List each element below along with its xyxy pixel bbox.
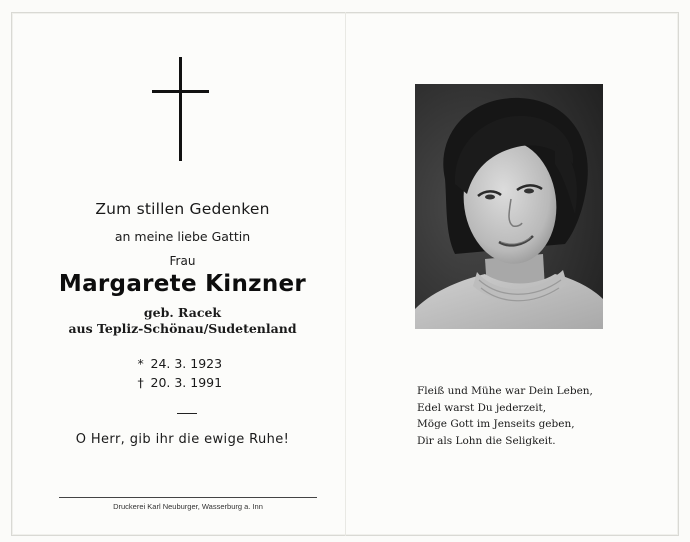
origin-line: aus Tepliz-Schönau/Sudetenland [68, 321, 297, 336]
birth-date-row [0, 356, 365, 371]
dedication-line: an meine liebe Gattin [114, 229, 251, 244]
divider-dash [177, 413, 197, 414]
birth-name: geb. Racek [143, 305, 222, 320]
prayer-line: O Herr, gib ihr die ewige Ruhe! [75, 432, 290, 447]
cross-horizontal-bar [152, 90, 209, 93]
poem-line: Möge Gott im Jenseits geben, [417, 418, 575, 430]
portrait-illustration [415, 84, 603, 329]
birth-symbol: * [137, 356, 144, 371]
death-date-row [0, 375, 365, 390]
cross-vertical-bar [179, 57, 182, 161]
poem-line: Dir als Lohn die Seligkeit. [417, 434, 556, 447]
birth-date: 24. 3. 1923 [150, 356, 223, 371]
remembrance-heading: Zum stillen Gedenken [95, 200, 270, 218]
poem-line: Fleiß und Mühe war Dein Leben, [417, 385, 593, 397]
deceased-name: Margarete Kinzner [58, 271, 307, 297]
printer-credit: Druckerei Karl Neuburger, Wasserburg a. Inn [113, 502, 263, 511]
death-date: 20. 3. 1991 [150, 375, 223, 390]
portrait-photo [415, 84, 603, 329]
poem [417, 383, 593, 449]
printer-rule [59, 497, 317, 498]
poem-line: Edel warst Du jederzeit, [417, 401, 547, 414]
death-symbol: † [137, 375, 144, 390]
title-line: Frau [169, 254, 196, 268]
